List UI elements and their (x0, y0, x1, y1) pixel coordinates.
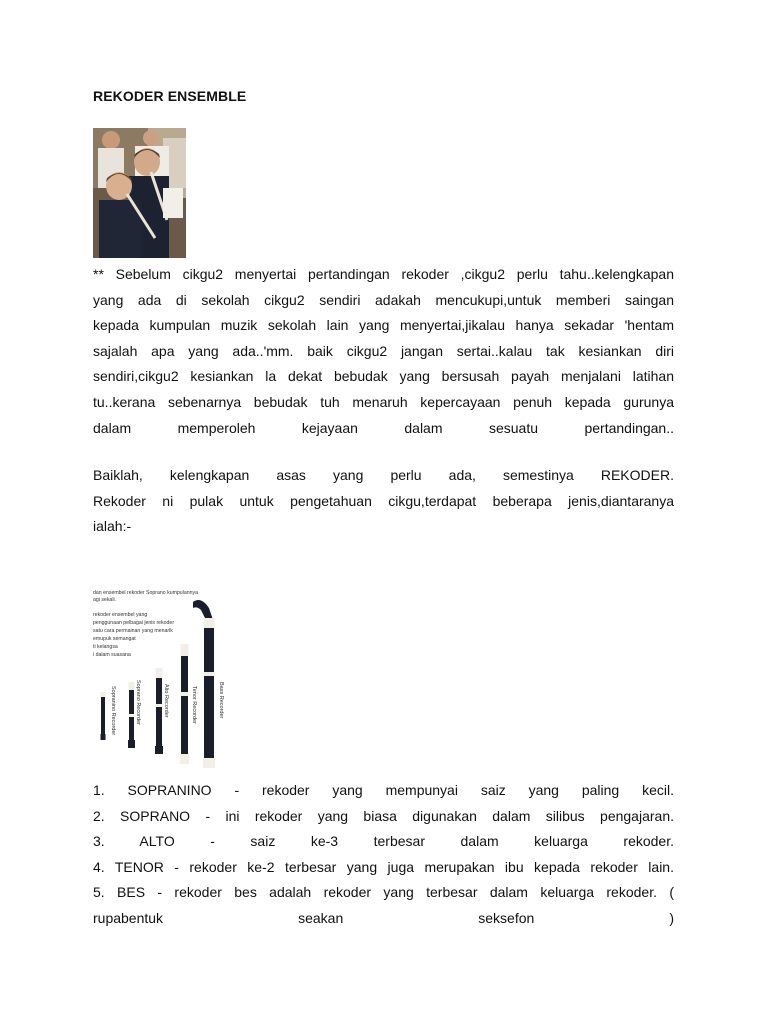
tenor-recorder-icon (180, 644, 189, 764)
list-item: rupabentuk seakan seksefon ) (93, 909, 674, 926)
figure-label: Sopranino Recorder (110, 686, 116, 736)
paragraph-line: dalam memperoleh kejayaan dalam sesuatu pertandingan.. (93, 419, 674, 436)
students-playing-recorder-photo (93, 128, 186, 258)
alto-recorder-icon (155, 668, 163, 754)
figure-caption-line: rekoder ensembel yang (93, 612, 148, 618)
equipment-paragraph (93, 463, 674, 540)
list-item: 1. SOPRANINO - rekoder yang mempunyai saiz yang paling kecil. (93, 782, 674, 798)
intro-paragraph (93, 262, 674, 441)
list-item: 5. BES - rekoder bes adalah rekoder yang terbesar dalam keluarga rekoder. ( (93, 884, 674, 901)
paragraph-line: kepada kumpulan muzik sekolah lain yang menyertai,jikalau hanya sekadar 'hentam (93, 317, 674, 334)
paragraph-line: ** Sebelum cikgu2 menyertai pertandingan rekoder ,cikgu2 perlu tahu..kelengkapan (93, 266, 674, 282)
figure-label: Tenor Recorder (191, 686, 197, 724)
figure-label: Alto Recorder (163, 684, 169, 718)
list-item: 2. SOPRANO - ini rekoder yang biasa digunakan dalam silibus pengajaran. (93, 807, 674, 824)
paragraph-line: Baiklah, kelengkapan asas yang perlu ada, semestinya REKODER. (93, 467, 674, 483)
figure-caption-line: emupuk semangat (93, 636, 136, 642)
recorder-type-list (93, 778, 674, 932)
figure-caption-line: satu cara permainan yang menarik (93, 628, 173, 634)
paragraph-line: tu..kerana sebenarnya bebudak tuh menaruh kepercayaan penuh kepada gurunya (93, 393, 674, 410)
figure-label: Soprano Recorder (135, 680, 141, 725)
paragraph-line: sajalah apa yang ada..'mm. baik cikgu2 jangan sertai..kalau tak kesiankan diri (93, 342, 674, 359)
soprano-recorder-icon (128, 682, 135, 748)
paragraph-line: yang ada di sekolah cikgu2 sendiri adakah mencukupi,untuk memberi saingan (93, 291, 674, 308)
recorder-family-diagram (93, 588, 239, 774)
paragraph-line: sendiri,cikgu2 kesiankan la dekat bebudak yang bersusah payah menjalani latihan (93, 368, 674, 385)
paragraph-line: ialah:- (93, 518, 132, 535)
figure-caption-line: ti kelangsa (93, 644, 118, 650)
figure-label: Bass Recorder (218, 682, 224, 719)
figure-caption-line: i dalam suasana (93, 652, 131, 658)
figure-caption-line: agi sekali. (93, 597, 117, 603)
document-title: REKODER ENSEMBLE (93, 88, 247, 104)
paragraph-line: Rekoder ni pulak untuk pengetahuan cikgu,terdapat beberapa jenis,diantaranya (93, 492, 674, 509)
bass-recorder-icon (193, 600, 215, 768)
list-item: 3. ALTO - saiz ke-3 terbesar dalam keluarga rekoder. (93, 833, 674, 850)
figure-caption-line: penggunaan pelbagai jenis rekoder (93, 620, 175, 626)
figure-caption-line: dan ensembel rekoder Soprano kumpulannya (93, 590, 198, 596)
list-item: 4. TENOR - rekoder ke-2 terbesar yang juga merupakan ibu kepada rekoder lain. (93, 858, 674, 875)
sopranino-recorder-icon (101, 692, 106, 740)
